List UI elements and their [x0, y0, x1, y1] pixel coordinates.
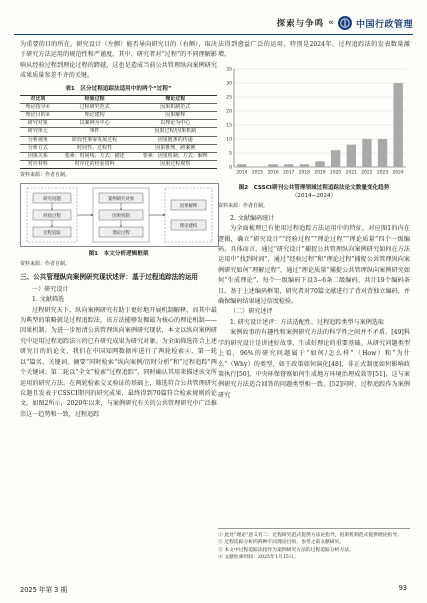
figure2-caption: 图2 CSSCI期刊公共管理领域过程追踪法论文数量变化趋势: [238, 184, 390, 191]
table-cell: 要素：时间线；方式：描述: [56, 153, 134, 161]
footnotes: [218, 528, 410, 562]
node-label: 因果机制: [112, 214, 130, 220]
comparison-table: [20, 95, 217, 170]
node-label: 经验过程: [43, 214, 61, 220]
paragraph: 为重要的目的所在。研究设计（左侧）能否导向研究目的（右侧），取决于研究方法运用的规范性和严谨度。其中，研究者对“过程”的不同理解影响从经验过程到理论过程的跨越，这也是造成当前公共管理纵向案例研究成果质量参差不齐的关键。: [20, 41, 217, 80]
y-tick-label: 0: [229, 165, 232, 171]
paragraph: 为全面梳理已有使用过程追踪方法运用中的特征，对应图1的内在逻辑，确立“研究设计”“经验过程”“理论过程”“理论质量”四个一级编码。具体而言，通过“研究设计”捕捉公共管理纵向案例研究如何在方法运用中“找到时间”，通过“经验过程”和“理论过程”捕捉公共管理纵向案例研究如何“理解过程”，通过“理论质量”捕捉公共管理纵向案例研究如何“生成理论”，每个一级编码下设3−6条二级编码，共计19个编码条目。基于上述编码框架，研究者对70篇文献进行了背对背独立编码，并确保编码结果通过信度检验。: [218, 225, 410, 306]
table-cell: 理论建构: [56, 112, 134, 120]
paragraph: 法得到愈益广泛的运用，特别是2024年，过程追踪法的发表数量激增。: [218, 41, 410, 59]
table-cell: 以案例为中心: [56, 120, 134, 128]
figure1-caption: 图1 本文分析逻辑框架: [88, 251, 149, 258]
table-cell: 研究单元: [20, 128, 56, 136]
x-tick-label: 2019: [314, 170, 326, 176]
y-tick-label: 35: [226, 67, 232, 73]
table-row: [20, 136, 217, 144]
table-header: 对比项: [20, 95, 56, 103]
section-title: 探索与争鸣: [276, 19, 325, 29]
table-cell: 因果过程观察: [133, 161, 217, 169]
table-row: [20, 112, 217, 120]
table-cell: 分析方式: [20, 144, 56, 152]
node-label: 案例研究对象: [107, 197, 135, 203]
table-cell: 因果链条的传递: [133, 136, 217, 144]
figure2-caption-years: （2014−2024）: [291, 192, 337, 199]
table-header: 经验过程: [56, 95, 134, 103]
bar: [237, 164, 246, 167]
paragraph: 案例故事的有趣性和案例研究方法的科学性之间并不矛盾。[49]科学的研究设计是讲述好故事、生成好理论的重要基础。从研究问题类型上看，96%的研究问题属于“如何/怎么样”（How）和“为什么”（Why）的类型，如王政策如何演化[48]，非正式制度如何影响政策执行[50]，中央环保督察如何生成地方环境治理成效等[51]，这与案例研究方法适合回答的问题类型相一致。[52]同时，过程追踪作为案例研究: [218, 329, 410, 399]
x-tick-label: 2016: [267, 170, 279, 176]
table-cell: 因果过程/因果机制: [133, 128, 217, 136]
subsubsection-heading: 1. 研究设计述评：方法适配性、过程追踪类型与案例选取: [230, 318, 385, 326]
bar: [378, 139, 387, 167]
y-tick-label: 30: [226, 81, 232, 87]
bar-chart-svg: [218, 63, 410, 181]
table-cell: 时序化的经验资料: [56, 161, 134, 169]
table-row: [20, 103, 217, 111]
table-cell: 要素：因果机制；方式：解释: [133, 153, 217, 161]
table-header: 理论过程: [133, 95, 217, 103]
x-tick-label: 2020: [330, 170, 342, 176]
y-tick-label: 20: [226, 109, 232, 115]
footnote: ④ 文献检索时间：2025年1月15日。: [218, 555, 299, 561]
bar: [393, 83, 402, 167]
x-tick-label: 2022: [361, 170, 373, 176]
page-number: 93: [398, 584, 407, 592]
table-cell: 以理论为中心: [133, 120, 217, 128]
figure2-source: 资料来源：作者自制。: [218, 202, 269, 209]
y-tick-label: 10: [226, 137, 232, 143]
table-cell: 理论目的②: [20, 112, 56, 120]
footnote: ① 此处“理论”意义有二：过程研究范式提供方法论指导，因果机制范式提供理论指导。: [218, 533, 402, 538]
table-row: [20, 144, 217, 152]
framework-diagram: [20, 183, 219, 247]
x-tick-label: 2021: [345, 170, 357, 176]
bar: [362, 139, 371, 167]
diagram-right-group: [165, 188, 212, 242]
table-cell: 研究对象: [20, 120, 56, 128]
footnote: ② 过程追踪分析的两种不同理论目的，参考之前文献研究。: [218, 540, 345, 546]
table-cell: 因果关系: [20, 153, 56, 161]
chevron-icon: «: [328, 18, 334, 28]
bar: [347, 144, 356, 166]
table-row: [20, 153, 217, 161]
x-tick-label: 2018: [298, 170, 310, 176]
node-label: 研究问题: [43, 197, 61, 203]
x-tick-label: 2023: [376, 170, 389, 176]
bar-chart: [218, 63, 410, 181]
table-cell: 阶段性事零发展过程: [56, 136, 134, 144]
subsection-heading: 一）研究设计: [32, 285, 69, 293]
journal-name: 中国行政管理: [355, 19, 413, 30]
node-label: 理论过程: [112, 231, 130, 237]
table-row: [20, 120, 217, 128]
node-label: 理论建构: [179, 224, 198, 230]
table-cell: 因果推理、跨案例: [133, 144, 217, 152]
header-divider: [14, 34, 413, 35]
left-column: [20, 40, 217, 420]
table-cell: 理论指导①: [20, 103, 56, 111]
x-tick-label: 2017: [283, 170, 295, 176]
table-cell: 因果解释: [133, 112, 217, 120]
table-cell: 事件: [56, 128, 134, 136]
table-cell: 对应材料: [20, 161, 56, 169]
table-row: [20, 161, 217, 169]
bar: [268, 164, 277, 167]
table-caption: 表1 区分过程追踪法适用中的两个“过程”: [65, 85, 172, 92]
bar: [284, 164, 293, 167]
table-cell: 过程研究范式: [56, 103, 134, 111]
journal-logo-icon: [338, 16, 352, 30]
section-heading: 三、公共管理纵向案例研究现状述评：基于过程追踪法的运用: [20, 273, 199, 282]
subsubsection-heading: 1. 文献筛选: [32, 296, 65, 304]
subsection-heading: （二）研究述评: [230, 308, 273, 316]
right-column: [218, 40, 410, 401]
table-cell: 因果机制范式: [133, 103, 217, 111]
x-tick-label: 2015: [251, 170, 264, 176]
y-tick-label: 25: [226, 95, 232, 101]
bar: [315, 161, 324, 167]
table-header-row: [20, 95, 217, 103]
issue-label: 2025 年第 3 期: [20, 586, 68, 594]
table-source: 资料来源：作者自制。: [20, 172, 71, 179]
paragraph: 过程研究天下，纵向案例研究有助于更好地开展机制解释，而其中最为典型的策略就是过程追踪法，该方法能够发掘最为核心的理论机制——因果机制。为进一步厘清公共管理纵向案例研究现状，本文以纵向案例研究中运用过程追踪法③的已有研究成果为研究对象。为全面筛选符合上述研究目的的论文，我们在中国知网数据库进行了两轮检索④，第一轮以“篇名、关键词、摘要”同时检索“纵向案例/历时分析”和“过程追踪”两个关键词；第二轮以“全文”检索“过程追踪”，同时确认其用来描述该文所运用的研究方法。在两轮检索交叉验证的基础上，筛选符合公共管理研究议题且发表于CSSCI期刊的研究成果，最终得到70篇符合检索规则的论文。如图2所示，2020年以来，与案例研究有关的公共管理研究中广泛推崇这一趋势和一致，过程追踪: [20, 306, 217, 418]
node-label: 因果解释: [179, 204, 198, 210]
bar: [331, 150, 340, 167]
figure1-source: 资料来源：作者自制。: [20, 261, 71, 268]
x-tick-label: 2014: [236, 170, 248, 176]
subsubsection-heading: 2. 文献编码统计: [230, 214, 275, 222]
node-label: 过程追踪: [43, 231, 61, 237]
footnote: ③ 本文中过程追踪法指作为案例研究方法的过程追踪分析方法。: [218, 547, 354, 553]
table-cell: 时间性、过程性: [56, 144, 134, 152]
table-cell: 分析视角: [20, 136, 56, 144]
table-row: [20, 128, 217, 136]
y-tick-label: 5: [229, 151, 232, 157]
y-tick-label: 15: [226, 123, 232, 129]
running-header: [277, 14, 413, 32]
x-tick-label: 2024: [392, 170, 404, 176]
bar: [300, 164, 309, 167]
